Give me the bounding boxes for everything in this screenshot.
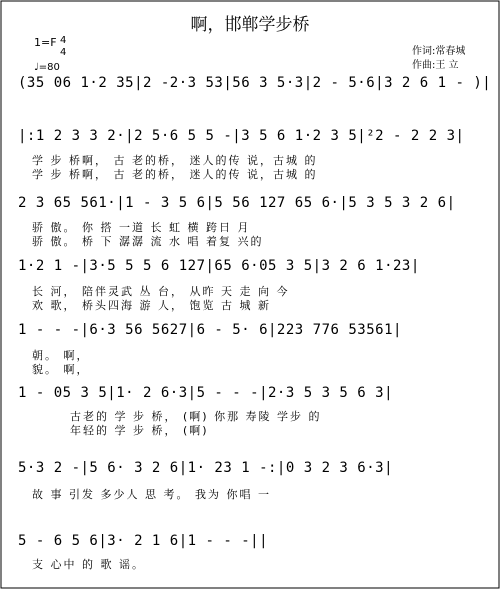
lyric-line-6-verse-2: 年轻的 学 步 桥， (啊) bbox=[70, 424, 209, 437]
tempo-marking: ♩=80 bbox=[34, 62, 60, 73]
page-title: 啊，邯郸学步桥 bbox=[190, 15, 310, 35]
lyric-line-3-verse-2: 骄 傲。 桥 下 潺潺 流 水 唱 着复 兴的 bbox=[32, 235, 264, 248]
notes-line-7: 5·3 2 -|5 6· 3 2 6|1· 23 1 -:|0 3 2 3 6·3| bbox=[18, 460, 394, 476]
time-signature-bottom: 4 bbox=[60, 47, 67, 58]
notes-line-6: 1 - 05 3 5|1· 2 6·3|5 - - -|2·3 5 3 5 6 3| bbox=[18, 385, 394, 401]
time-signature-top: 4 bbox=[60, 35, 67, 46]
lyric-line-4-verse-2: 欢 歌， 桥头四海 游 人， 饱览 古 城 新 bbox=[32, 299, 271, 312]
lyric-line-4-verse-1: 长 河， 陪伴灵武 丛 台， 从昨 天 走 向 今 bbox=[32, 285, 290, 298]
lyric-line-7-verse-1: 故 事 引发 多少人 思 考。 我为 你唱 一 bbox=[32, 488, 271, 501]
lyric-line-5-verse-1: 朝。 啊， bbox=[32, 349, 90, 362]
lyricist-credit: 作词:常春城 bbox=[412, 46, 466, 57]
key-signature: 1=F bbox=[34, 36, 57, 49]
notes-line-5: 1 - - -|6·3 56 5627|6 - 5· 6|223 776 53561| bbox=[18, 322, 402, 338]
notes-line-8: 5 - 6 5 6|3· 2 1 6|1 - - -|| bbox=[18, 533, 269, 549]
lyric-line-8-verse-1: 支 心中 的 歌 谣。 bbox=[32, 558, 145, 571]
lyric-line-5-verse-2: 貌。 啊， bbox=[32, 363, 90, 376]
lyric-line-6-verse-1: 古老的 学 步 桥， (啊) 你那 寿陵 学步 的 bbox=[70, 410, 322, 423]
notes-line-4: 1·2 1 -|3·5 5 5 6 127|65 6·05 3 5|3 2 6 1·23| bbox=[18, 258, 420, 274]
notes-line-2: |:1 2 3 3 2·|2 5·6 5 5 -|3 5 6 1·2 3 5|²2 - 2 2 3| bbox=[18, 128, 465, 144]
lyric-line-3-verse-1: 骄 傲。 你 搭 一道 长 虹 横 跨日 月 bbox=[32, 221, 251, 234]
notes-line-3: 2 3 65 561·|1 - 3 5 6|5 56 127 65 6·|5 3 5 3 2 6| bbox=[18, 195, 456, 211]
notes-line-1: (35 06 1·2 35|2 -2·3 53|56 3 5·3|2 - 5·6|3 2 6 1 - )| bbox=[18, 75, 492, 91]
composer-credit: 作曲:王 立 bbox=[412, 60, 459, 71]
lyric-line-2-verse-1: 学 步 桥啊， 古 老的桥， 迷人的传 说，古城 的 bbox=[32, 154, 318, 167]
lyric-line-2-verse-2: 学 步 桥啊， 古 老的桥， 迷人的传 说，古城 的 bbox=[32, 168, 318, 181]
